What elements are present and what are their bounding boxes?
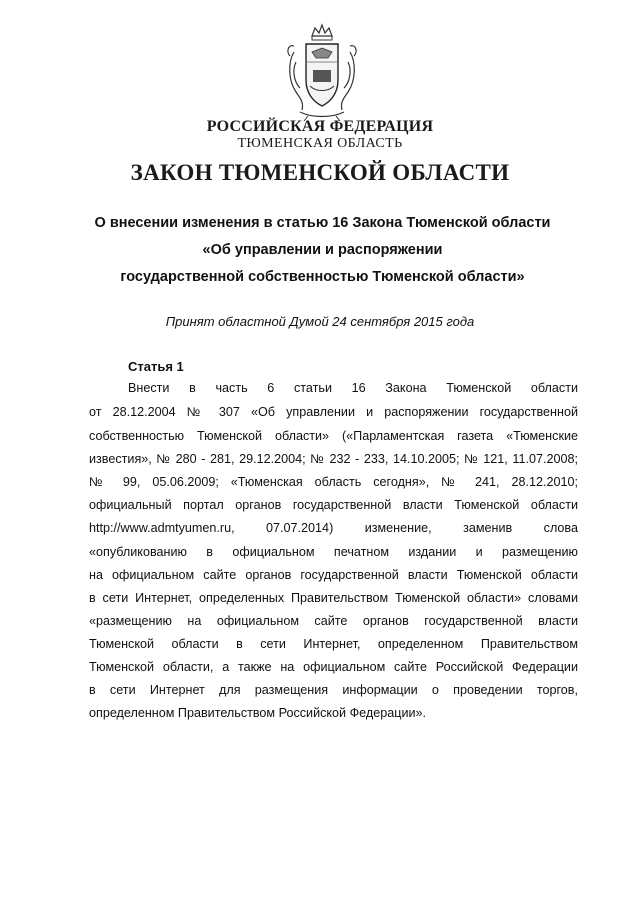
law-title-line-2: «Об управлении и распоряжении	[202, 242, 443, 258]
article-text-line: на официальном сайте органов государственной власти Тюменской области	[89, 568, 578, 582]
article-text-line: Тюменской области в сети Интернет, определенном Правительством	[89, 637, 578, 651]
country-heading: РОССИЙСКАЯ ФЕДЕРАЦИЯ	[206, 118, 434, 135]
article-text-line: «размещению на официальном сайте органов государственной власти	[89, 614, 578, 628]
article-text-line: № 99, 05.06.2009; «Тюменская область сегодня», № 241, 28.12.2010;	[89, 475, 578, 489]
article-text-line: Тюменской области, а также на официальном сайте Российской Федерации	[89, 660, 578, 674]
law-title-line-1: О внесении изменения в статью 16 Закона Тюменской области	[94, 215, 551, 231]
article-text-line: Внести в часть 6 статьи 16 Закона Тюменской области	[128, 381, 578, 395]
article-heading: Статья 1	[128, 359, 184, 374]
article-text-line: в сети Интернет для размещения информации о проведении торгов,	[89, 683, 578, 697]
article-text-line: официальный портал органов государственной власти Тюменской области	[89, 498, 578, 512]
article-text-line: http://www.admtyumen.ru, 07.07.2014) изменение, заменив слова	[89, 521, 578, 535]
article-text-line: в сети Интернет, определенных Правительством Тюменской области» словами	[89, 591, 578, 605]
region-heading: ТЮМЕНСКАЯ ОБЛАСТЬ	[237, 136, 403, 151]
article-text-line: определенном Правительством Российской Федерации».	[89, 706, 427, 720]
adoption-note: Принят областной Думой 24 сентября 2015 года	[165, 314, 475, 329]
article-text-line: «опубликованию в официальном печатном издании и размещению	[89, 545, 578, 559]
article-text-line: известия», № 280 - 281, 29.12.2004; № 232 - 233, 14.10.2005; № 121, 11.07.2008;	[89, 452, 578, 466]
coat-of-arms-icon	[282, 22, 362, 122]
law-title-line-3: государственной собственностью Тюменской области»	[120, 269, 525, 285]
article-text-line: от 28.12.2004 № 307 «Об управлении и распоряжении государственной	[89, 405, 578, 419]
document-type-heading: ЗАКОН ТЮМЕНСКОЙ ОБЛАСТИ	[130, 160, 510, 185]
article-text-line: собственностью Тюменской области» («Парламентская газета «Тюменские	[89, 429, 578, 443]
